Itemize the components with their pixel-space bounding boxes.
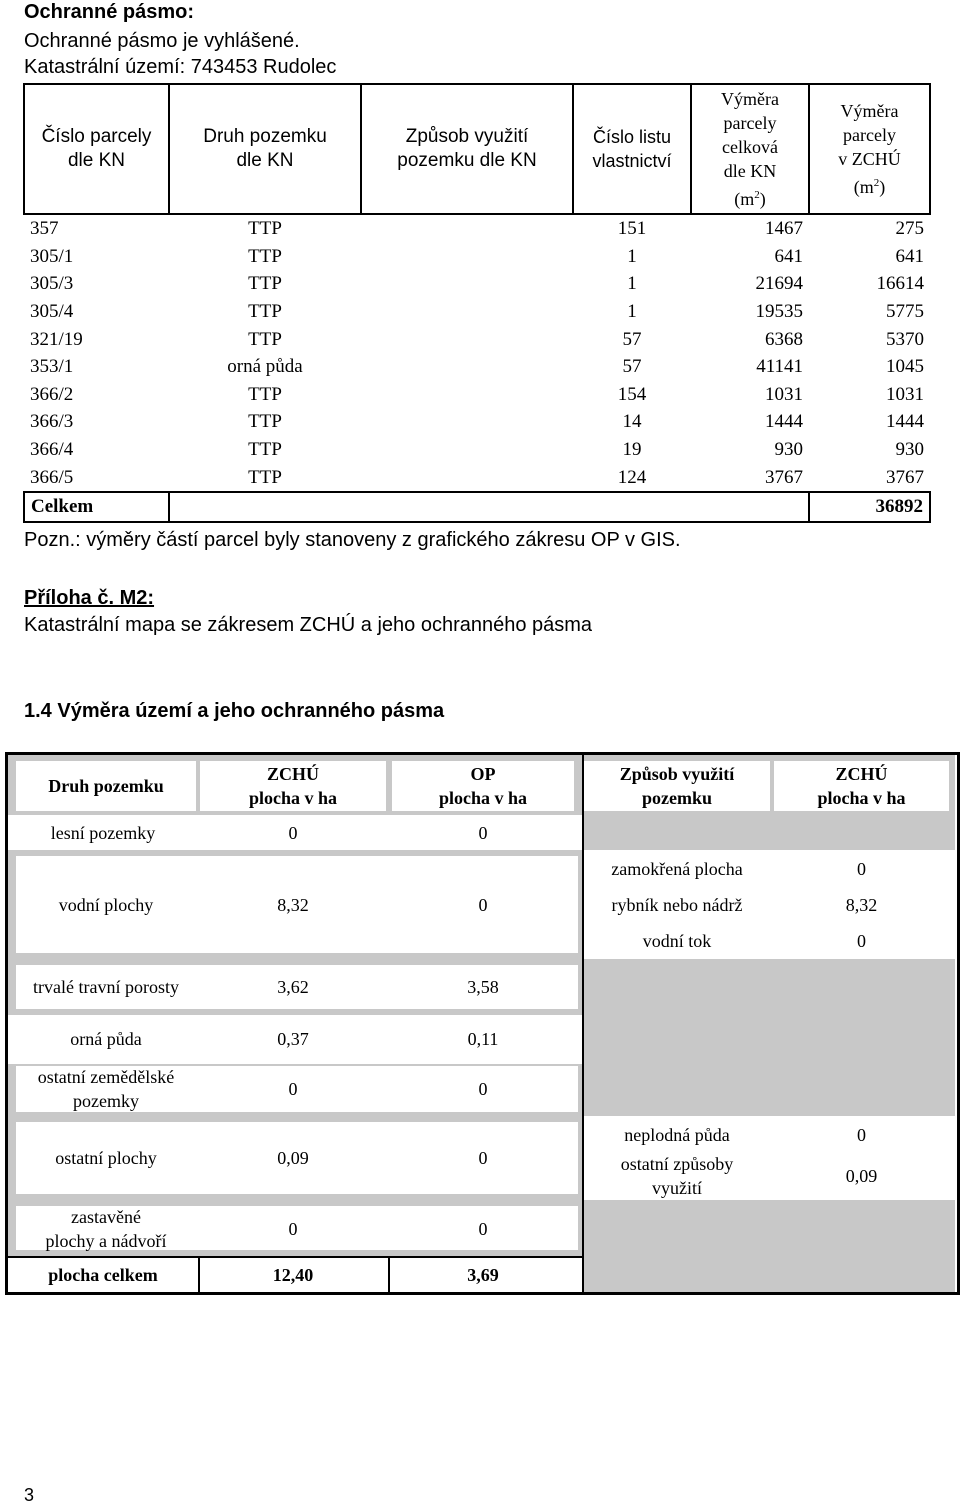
col-parcel-number: Číslo parcely dle KN xyxy=(24,84,169,214)
ownership-sheet-cell: 1 xyxy=(627,301,637,323)
table-row xyxy=(24,325,930,353)
hdr-land-type: Druh pozemku xyxy=(16,761,196,811)
land-type-cell: TTP xyxy=(248,273,282,295)
water-op: 0 xyxy=(478,894,488,915)
col-total-area: Výměra parcely celková dle KN $(m^2)$ xyxy=(691,84,809,214)
total-row xyxy=(24,492,930,522)
total-area-cell: 1444 xyxy=(765,411,803,433)
parcel-number-cell: 321/19 xyxy=(30,328,83,350)
ownership-sheet-cell: 57 xyxy=(622,328,642,350)
zchu-area-cell: 1045 xyxy=(886,356,924,378)
grassland-label: trvalé travní porosty xyxy=(33,977,179,997)
table-row xyxy=(24,243,930,271)
ownership-sheet-cell: 1 xyxy=(627,273,637,295)
hdr-zchu-area-2: ZCHÚ plocha v ha xyxy=(774,761,949,811)
ownership-sheet-cell: 151 xyxy=(617,218,647,240)
agri-other-op: 0 xyxy=(478,1079,488,1099)
land-use-cell xyxy=(361,270,573,298)
land-type-cell: TTP xyxy=(248,411,282,433)
parcel-number-cell: 366/4 xyxy=(30,439,74,461)
land-use-cell xyxy=(361,353,573,381)
table-row xyxy=(24,298,930,326)
appendix-title: Příloha č. M2: xyxy=(24,587,155,609)
total-value: 36892 xyxy=(809,492,930,522)
blank-built-sub xyxy=(582,1200,955,1292)
forest-label: lesní pozemky xyxy=(8,815,198,850)
zchu-area-cell: 275 xyxy=(895,218,924,240)
land-type-cell: orná půda xyxy=(227,356,303,378)
land-type-cell: TTP xyxy=(248,383,282,405)
parcel-number-cell: 305/4 xyxy=(30,301,74,323)
hdr-zchu-area: ZCHÚ plocha v ha xyxy=(200,761,386,811)
total-area-cell: 930 xyxy=(774,439,803,461)
zchu-area-cell: 16614 xyxy=(876,273,924,295)
land-type-cell: TTP xyxy=(248,245,282,267)
ownership-sheet-cell: 1 xyxy=(627,245,637,267)
water-sub-0-label: zamokřená plocha xyxy=(584,852,770,886)
table-note: Pozn.: výměry částí parcel byly stanoveny z grafického zákresu OP v GIS. xyxy=(24,529,681,551)
total-label: Celkem xyxy=(24,492,169,522)
land-use-cell xyxy=(361,325,573,353)
ownership-sheet-cell: 14 xyxy=(622,411,642,433)
ownership-sheet-cell: 124 xyxy=(617,466,647,488)
table-row xyxy=(24,270,930,298)
arable-zchu: 0,37 xyxy=(277,1029,309,1049)
grid-line xyxy=(8,1256,582,1258)
protection-status: Ochranné pásmo je vyhlášené. xyxy=(24,30,300,52)
section-title: 1.4 Výměra území a jeho ochranného pásma xyxy=(24,700,445,722)
parcel-number-cell: 366/5 xyxy=(30,466,74,488)
zchu-area-cell: 5775 xyxy=(886,301,924,323)
other-sub-1-value: 0,09 xyxy=(774,1154,949,1198)
land-type-cell: TTP xyxy=(248,218,282,240)
zchu-area-cell: 641 xyxy=(895,245,924,267)
page-number: 3 xyxy=(24,1485,35,1505)
appendix-text: Katastrální mapa se zákresem ZCHÚ a jeho ochranného pásma xyxy=(24,614,593,636)
built-label: zastavěné plochy a nádvoří xyxy=(45,1207,167,1251)
other-op: 0 xyxy=(478,1148,488,1168)
land-use-cell xyxy=(361,214,573,243)
zchu-area-cell: 5370 xyxy=(886,328,924,350)
total-zchu: 12,40 xyxy=(272,1265,314,1285)
forest-op: 0 xyxy=(388,815,578,850)
total-area-cell: 19535 xyxy=(755,301,803,323)
arable-label: orná půda xyxy=(70,1029,142,1049)
col-land-use: Způsob využití pozemku dle KN xyxy=(361,84,573,214)
total-area-cell: 21694 xyxy=(755,273,803,295)
land-type-cell: TTP xyxy=(248,466,282,488)
total-op: 3,69 xyxy=(467,1265,499,1285)
hdr-op-area: OP plocha v ha xyxy=(392,761,574,811)
agri-other-zchu: 0 xyxy=(288,1079,298,1099)
section-heading: Ochranné pásmo: xyxy=(24,1,195,23)
total-label: plocha celkem xyxy=(48,1265,158,1285)
col-ownership-sheet: Číslo listu vlastnictví xyxy=(573,84,691,214)
ownership-sheet-cell: 19 xyxy=(622,439,642,461)
water-sub-1-label: rybník nebo nádrž xyxy=(584,888,770,922)
parcel-number-cell: 366/3 xyxy=(30,411,74,433)
col-land-type: Druh pozemku dle KN xyxy=(169,84,361,214)
water-sub-1-value: 8,32 xyxy=(774,888,949,922)
grid-line xyxy=(198,1256,200,1292)
land-use-cell xyxy=(361,463,573,492)
land-use-cell xyxy=(361,298,573,326)
water-zchu: 8,32 xyxy=(277,894,309,915)
table-row xyxy=(24,436,930,464)
other-sub-0-value: 0 xyxy=(774,1118,949,1152)
agri-other-label: ostatní zemědělské pozemky xyxy=(37,1067,175,1111)
grassland-op: 3,58 xyxy=(467,977,499,997)
parcel-number-cell: 305/3 xyxy=(30,273,74,295)
other-zchu: 0,09 xyxy=(277,1148,309,1168)
other-sub-0-label: neplodná půda xyxy=(584,1118,770,1152)
built-op: 0 xyxy=(478,1219,488,1239)
zchu-area-cell: 1444 xyxy=(886,411,924,433)
parcel-number-cell: 353/1 xyxy=(30,356,74,378)
total-area-cell: 6368 xyxy=(765,328,803,350)
parcel-number-cell: 305/1 xyxy=(30,245,74,267)
parcel-number-cell: 357 xyxy=(30,218,59,240)
cadastral-area: Katastrální území: 743453 Rudolec xyxy=(24,56,337,78)
ownership-sheet-cell: 57 xyxy=(622,356,642,378)
zchu-area-cell: 930 xyxy=(895,439,924,461)
table-row xyxy=(24,353,930,381)
area-table xyxy=(5,752,960,1295)
water-sub-2-label: vodní tok xyxy=(584,924,770,957)
land-type-cell: TTP xyxy=(248,328,282,350)
total-area-cell: 1467 xyxy=(765,218,803,240)
land-use-cell xyxy=(361,381,573,409)
grassland-zchu: 3,62 xyxy=(277,977,309,997)
zchu-area-cell: 3767 xyxy=(886,466,924,488)
ownership-sheet-cell: 154 xyxy=(617,383,647,405)
forest-zchu: 0 xyxy=(198,815,388,850)
blank-forest-sub xyxy=(582,815,955,850)
land-use-cell xyxy=(361,436,573,464)
parcel-number-cell: 366/2 xyxy=(30,383,74,405)
grid-divider xyxy=(582,755,584,1292)
other-label: ostatní plochy xyxy=(55,1148,157,1168)
table-row xyxy=(24,214,930,243)
water-label: vodní plochy xyxy=(58,894,154,915)
land-type-cell: TTP xyxy=(248,439,282,461)
land-use-cell xyxy=(361,243,573,271)
other-sub-1-label: ostatní způsoby využití xyxy=(584,1154,770,1198)
col-zchu-area: Výměra parcely v ZCHÚ $(m^2)$ xyxy=(809,84,930,214)
total-area-cell: 41141 xyxy=(756,356,803,378)
grid-line xyxy=(388,1256,390,1292)
total-area-cell: 1031 xyxy=(765,383,803,405)
total-area-cell: 3767 xyxy=(765,466,803,488)
table-row xyxy=(24,408,930,436)
zchu-area-cell: 1031 xyxy=(886,383,924,405)
arable-op: 0,11 xyxy=(467,1029,499,1049)
table-row xyxy=(24,381,930,409)
water-sub-2-value: 0 xyxy=(774,924,949,957)
water-sub-0-value: 0 xyxy=(774,852,949,886)
land-use-cell xyxy=(361,408,573,436)
total-area-cell: 641 xyxy=(774,245,803,267)
parcels-table xyxy=(23,83,931,523)
land-type-cell: TTP xyxy=(248,301,282,323)
blank-agri-sub xyxy=(582,959,955,1116)
table-row xyxy=(24,463,930,492)
hdr-land-use: Způsob využití pozemku xyxy=(584,761,770,811)
built-zchu: 0 xyxy=(288,1219,298,1239)
